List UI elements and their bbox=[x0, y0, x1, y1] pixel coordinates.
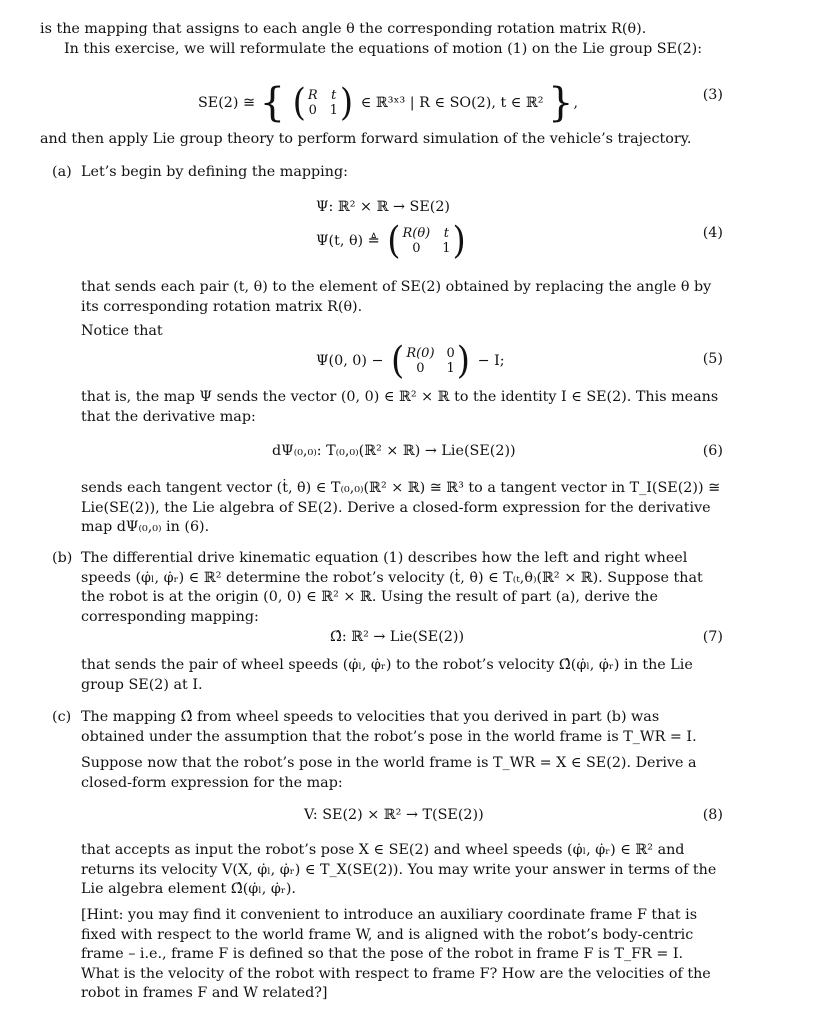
equation-8 bbox=[0, 806, 819, 826]
eq5-number: (5) bbox=[702, 351, 723, 367]
part-c-text-1: The mapping Ω̂ from wheel speeds to velocities that you derived in part (b) was obtained under the assumption that the robot’s pose in the world frame is T_WR = I. bbox=[81, 709, 697, 745]
eq5-matrix-cell: 1 bbox=[446, 361, 455, 376]
eq5-matrix-cell: 0 bbox=[416, 361, 425, 376]
eq4-matrix-cell: 1 bbox=[442, 241, 451, 256]
eq4-matrix-cell: R(θ) bbox=[402, 226, 431, 241]
eq4-number: (4) bbox=[702, 225, 723, 241]
eq3-matrix-cell: 1 bbox=[329, 103, 338, 118]
part-a-intro: Let’s begin by defining the mapping: bbox=[81, 164, 348, 180]
eq6: dΨ₍₀,₀₎: T₍₀,₀₎(ℝ² × ℝ) → Lie(SE(2)) bbox=[272, 443, 516, 459]
part-a-text-2: that is, the map Ψ sends the vector (0, 0) ∈ ℝ² × ℝ to the identity I ∈ SE(2). This means that the derivative map: bbox=[81, 389, 719, 425]
part-c-label: (c) bbox=[52, 709, 72, 725]
eq6-number: (6) bbox=[702, 443, 723, 459]
part-c-text-2: Suppose now that the robot’s pose in the world frame is T_WR = X ∈ SE(2). Derive a closed-form expression for the map: bbox=[81, 755, 697, 791]
eq7-number: (7) bbox=[702, 629, 723, 645]
part-a-notice: Notice that bbox=[81, 323, 163, 339]
intro-line-1: is the mapping that assigns to each angle θ the corresponding rotation matrix R(θ). bbox=[40, 21, 647, 37]
eq4-matrix: ( R(θ) t 0 1 ) bbox=[387, 219, 466, 263]
part-a-label: (a) bbox=[52, 164, 72, 180]
equation-4-line-2 bbox=[0, 219, 819, 263]
eq5-matrix: ( R(0) 0 0 1 ) bbox=[391, 339, 471, 383]
part-c-text-3: that accepts as input the robot’s pose X ∈ SE(2) and wheel speeds (φ̇ₗ, φ̇ᵣ) ∈ ℝ² and returns its velocity V(X, φ̇ₗ, φ̇ᵣ) ∈ T_X(SE(2)). You may write your answer in terms of the Lie algebra element Ω̂(φ̇ₗ, φ̇ᵣ). bbox=[81, 842, 717, 898]
after-eq3-text: and then apply Lie group theory to perform forward simulation of the vehicle’s trajectory. bbox=[40, 131, 692, 147]
eq4-matrix-cell: 0 bbox=[412, 241, 421, 256]
part-c-hint: [Hint: you may find it convenient to introduce an auxiliary coordinate frame F that is fixed with respect to the world frame W, and is aligned with the robot’s body-centric frame – i.e., frame F is defined so that the pose of the robot in frame F is T_FR = I. What is the velocity of the robot with respect to frame F? How are the velocities of the robot in frames F and W related?] bbox=[81, 907, 711, 1002]
eq4-line-1: Ψ: ℝ² × ℝ → SE(2) bbox=[316, 199, 451, 215]
eq3-matrix-cell: t bbox=[331, 88, 337, 103]
eq3-matrix: ( R t 0 1 ) bbox=[292, 81, 354, 125]
eq3-close-brace: } bbox=[548, 80, 574, 126]
eq3-lhs: SE(2) ≅ bbox=[198, 95, 256, 111]
eq8: V: SE(2) × ℝ² → T(SE(2)) bbox=[304, 807, 484, 823]
eq5-matrix-cell: R(0) bbox=[406, 346, 435, 361]
equation-7 bbox=[0, 628, 819, 648]
eq3-rhs: ∈ ℝ³ˣ³ | R ∈ SO(2), t ∈ ℝ² bbox=[360, 95, 544, 111]
part-b-text-1: The differential drive kinematic equation (1) describes how the left and right wheel speeds (φ̇ₗ, φ̇ᵣ) ∈ ℝ² determine the robot’s velocity (ṫ, θ̇) ∈ T₍ₜ,θ₎(ℝ² × ℝ). Suppose that the robot is at the origin (0, 0) ∈ ℝ² × ℝ. Using the result of part (a), derive the corresponding mapping: bbox=[81, 550, 703, 625]
eq4-matrix-cell: t bbox=[443, 226, 449, 241]
eq7: Ω̂: ℝ² → Lie(SE(2)) bbox=[330, 629, 465, 645]
eq5-matrix-cell: 0 bbox=[446, 346, 455, 361]
part-b-text-2: that sends the pair of wheel speeds (φ̇ₗ, φ̇ᵣ) to the robot’s velocity Ω̂(φ̇ₗ, φ̇ᵣ) in the Lie group SE(2) at I. bbox=[81, 657, 693, 693]
eq8-number: (8) bbox=[702, 807, 723, 823]
equation-5 bbox=[0, 339, 819, 383]
equation-3: SE(2) ≅ { ( R t 0 1 ) ∈ ℝ³ˣ³ | R ∈ SO(2), t ∈ ℝ² }, (3) bbox=[198, 80, 723, 126]
eq5-lhs: Ψ(0, 0) − bbox=[316, 353, 384, 369]
equation-4-line-1 bbox=[0, 198, 819, 218]
part-b-label: (b) bbox=[52, 550, 73, 566]
eq4-lhs: Ψ(t, θ) ≜ bbox=[316, 233, 380, 249]
eq3-number: (3) bbox=[702, 87, 723, 103]
intro-line-2: In this exercise, we will reformulate the equations of motion (1) on the Lie group SE(2): bbox=[64, 41, 703, 57]
eq5-rhs: − I; bbox=[477, 353, 505, 369]
eq3-matrix-cell: 0 bbox=[308, 103, 317, 118]
eq3-open-brace: { bbox=[259, 80, 286, 126]
eq3-matrix-cell: R bbox=[307, 88, 318, 103]
part-a-text-3: sends each tangent vector (ṫ, θ̇) ∈ T₍₀,₀₎(ℝ² × ℝ) ≅ ℝ³ to a tangent vector in T_I(SE(2)) ≅ Lie(SE(2)), the Lie algebra of SE(2). Derive a closed-form expression for the derivative map dΨ₍₀,₀₎ in (6). bbox=[81, 480, 721, 536]
part-a-text-1: that sends each pair (t, θ) to the element of SE(2) obtained by replacing the angle θ by its corresponding rotation matrix R(θ). bbox=[81, 279, 712, 315]
equation-6 bbox=[0, 442, 819, 462]
